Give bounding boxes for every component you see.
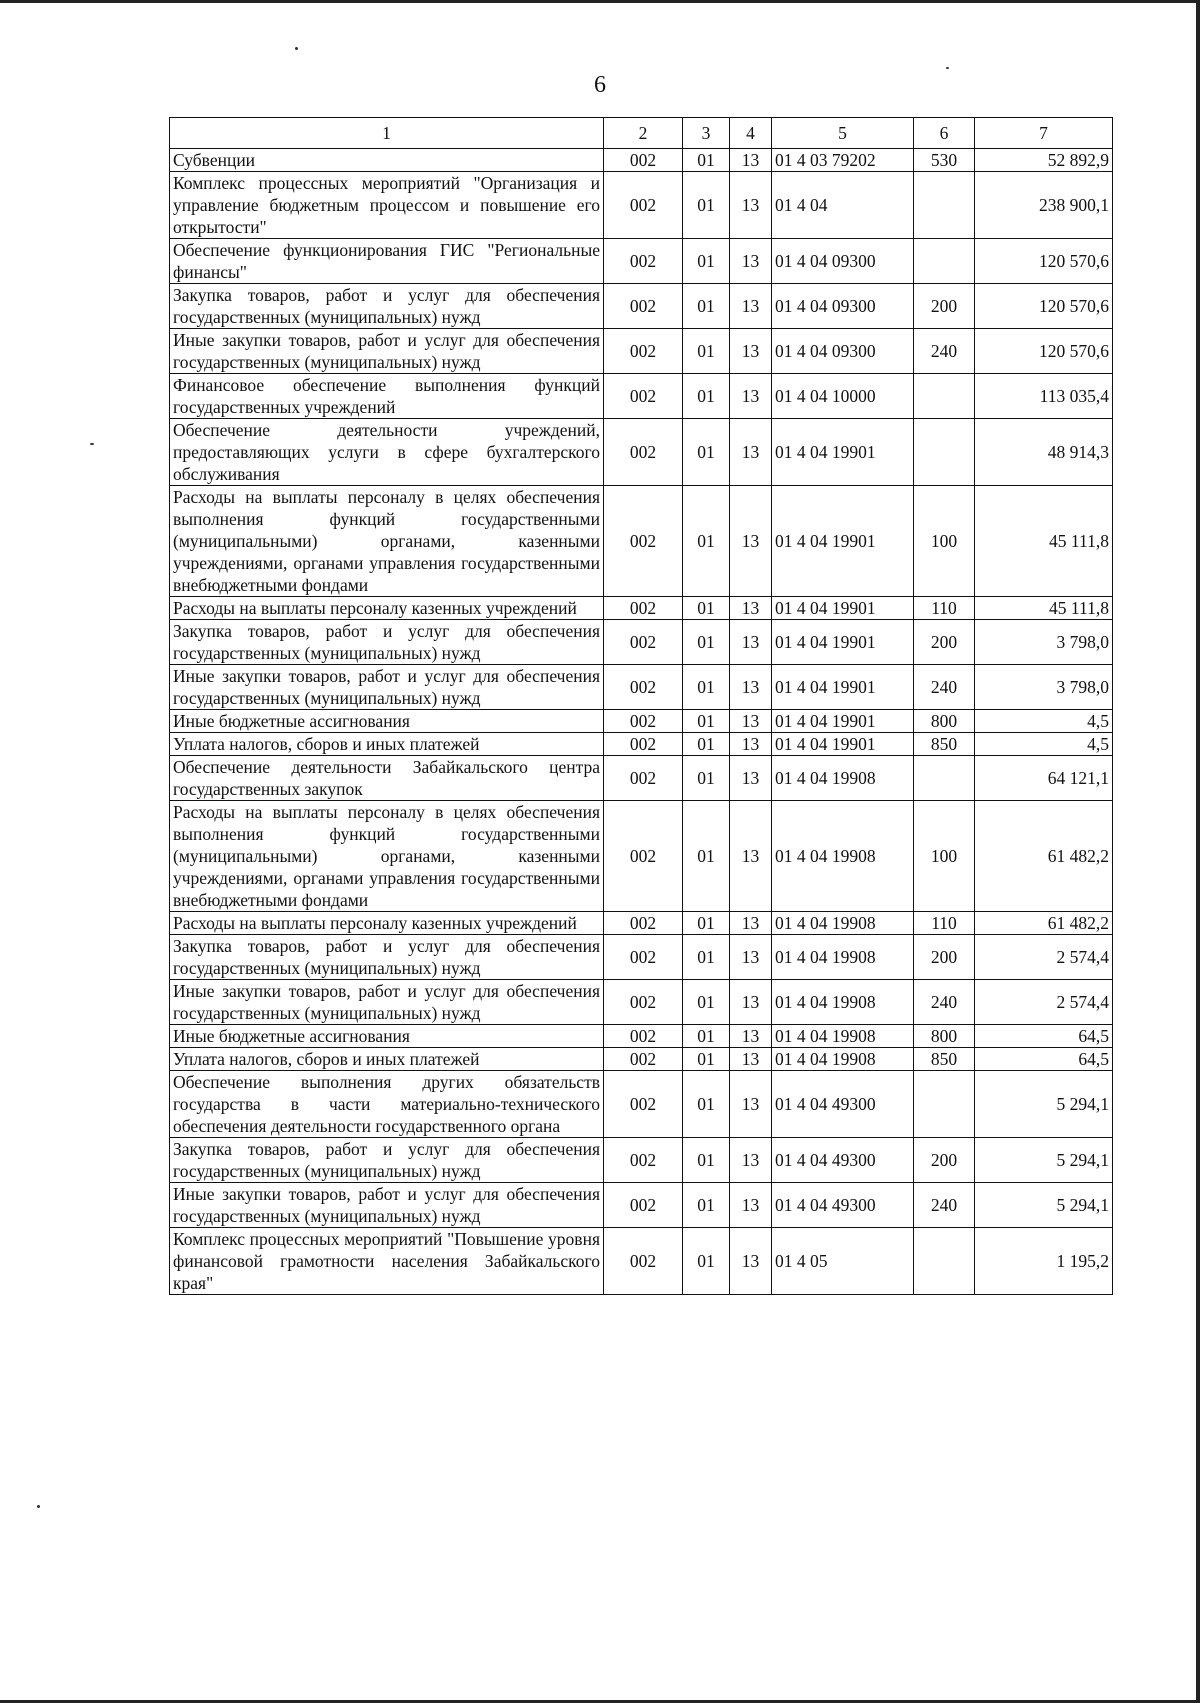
row-code-5-cell: 01 4 04 19908 xyxy=(772,1025,914,1048)
row-amount-cell: 2 574,4 xyxy=(975,980,1113,1025)
row-name-cell: Иные закупки товаров, работ и услуг для обеспечения государственных (муниципальных) нужд xyxy=(170,329,604,374)
row-name-cell: Расходы на выплаты персоналу казенных учреждений xyxy=(170,912,604,935)
row-code-5-cell: 01 4 04 49300 xyxy=(772,1183,914,1228)
row-code-2-cell: 002 xyxy=(604,1228,683,1295)
row-amount-cell: 5 294,1 xyxy=(975,1138,1113,1183)
row-name-cell: Иные закупки товаров, работ и услуг для обеспечения государственных (муниципальных) нужд xyxy=(170,1183,604,1228)
row-code-2-cell: 002 xyxy=(604,374,683,419)
row-code-2-cell: 002 xyxy=(604,284,683,329)
row-code-4-cell: 13 xyxy=(730,620,772,665)
row-code-4-cell: 13 xyxy=(730,284,772,329)
row-code-6-cell xyxy=(914,172,975,239)
table-row xyxy=(170,1228,1113,1295)
row-code-4-cell: 13 xyxy=(730,801,772,912)
row-amount-cell: 120 570,6 xyxy=(975,239,1113,284)
table-row xyxy=(170,1071,1113,1138)
table-row xyxy=(170,756,1113,801)
row-code-3-cell: 01 xyxy=(683,374,730,419)
row-name-cell: Обеспечение деятельности Забайкальского центра государственных закупок xyxy=(170,756,604,801)
row-code-2-cell: 002 xyxy=(604,1138,683,1183)
row-amount-cell: 64,5 xyxy=(975,1048,1113,1071)
row-code-6-cell: 240 xyxy=(914,1183,975,1228)
row-code-4-cell: 13 xyxy=(730,912,772,935)
row-amount-cell: 64,5 xyxy=(975,1025,1113,1048)
row-amount-cell: 61 482,2 xyxy=(975,801,1113,912)
table-row xyxy=(170,329,1113,374)
row-code-4-cell: 13 xyxy=(730,935,772,980)
row-code-5-cell: 01 4 04 19908 xyxy=(772,912,914,935)
row-code-4-cell: 13 xyxy=(730,1228,772,1295)
row-code-4-cell: 13 xyxy=(730,329,772,374)
row-code-3-cell: 01 xyxy=(683,912,730,935)
row-code-5-cell: 01 4 04 19901 xyxy=(772,620,914,665)
row-code-3-cell: 01 xyxy=(683,756,730,801)
row-code-3-cell: 01 xyxy=(683,284,730,329)
row-name-cell: Расходы на выплаты персоналу казенных учреждений xyxy=(170,597,604,620)
table-row xyxy=(170,419,1113,486)
table-row xyxy=(170,620,1113,665)
row-amount-cell: 3 798,0 xyxy=(975,620,1113,665)
row-code-2-cell: 002 xyxy=(604,710,683,733)
row-name-cell: Обеспечение деятельности учреждений, предоставляющих услуги в сфере бухгалтерского обслуживания xyxy=(170,419,604,486)
row-code-6-cell: 850 xyxy=(914,1048,975,1071)
row-code-4-cell: 13 xyxy=(730,597,772,620)
row-name-cell: Закупка товаров, работ и услуг для обеспечения государственных (муниципальных) нужд xyxy=(170,1138,604,1183)
row-code-2-cell: 002 xyxy=(604,733,683,756)
row-code-3-cell: 01 xyxy=(683,329,730,374)
row-code-2-cell: 002 xyxy=(604,419,683,486)
row-code-6-cell: 240 xyxy=(914,329,975,374)
row-code-3-cell: 01 xyxy=(683,1048,730,1071)
row-code-6-cell xyxy=(914,419,975,486)
row-amount-cell: 64 121,1 xyxy=(975,756,1113,801)
row-code-5-cell: 01 4 04 19901 xyxy=(772,665,914,710)
table-row xyxy=(170,239,1113,284)
row-code-6-cell: 100 xyxy=(914,801,975,912)
column-header: 3 xyxy=(683,118,730,149)
table-row xyxy=(170,980,1113,1025)
row-code-2-cell: 002 xyxy=(604,149,683,172)
row-code-6-cell: 200 xyxy=(914,1138,975,1183)
row-amount-cell: 4,5 xyxy=(975,733,1113,756)
row-code-3-cell: 01 xyxy=(683,710,730,733)
row-amount-cell: 120 570,6 xyxy=(975,284,1113,329)
row-name-cell: Закупка товаров, работ и услуг для обеспечения государственных (муниципальных) нужд xyxy=(170,620,604,665)
row-code-2-cell: 002 xyxy=(604,665,683,710)
row-code-6-cell xyxy=(914,1071,975,1138)
row-code-3-cell: 01 xyxy=(683,172,730,239)
table-row xyxy=(170,172,1113,239)
row-code-5-cell: 01 4 04 09300 xyxy=(772,329,914,374)
row-name-cell: Закупка товаров, работ и услуг для обеспечения государственных (муниципальных) нужд xyxy=(170,935,604,980)
column-header: 6 xyxy=(914,118,975,149)
row-code-2-cell: 002 xyxy=(604,756,683,801)
table-row xyxy=(170,486,1113,597)
row-code-6-cell: 240 xyxy=(914,980,975,1025)
row-code-2-cell: 002 xyxy=(604,1071,683,1138)
row-code-6-cell: 800 xyxy=(914,1025,975,1048)
row-name-cell: Расходы на выплаты персоналу в целях обеспечения выполнения функций государственными (муниципальными) органами, казенными учреждениями, органами управления государственными внебюджетными фондами xyxy=(170,486,604,597)
row-code-3-cell: 01 xyxy=(683,1228,730,1295)
table-row xyxy=(170,149,1113,172)
row-code-5-cell: 01 4 04 10000 xyxy=(772,374,914,419)
table-row xyxy=(170,801,1113,912)
row-code-5-cell: 01 4 04 19908 xyxy=(772,1048,914,1071)
table-row xyxy=(170,284,1113,329)
row-code-3-cell: 01 xyxy=(683,733,730,756)
table-row xyxy=(170,1183,1113,1228)
row-code-6-cell xyxy=(914,756,975,801)
column-header: 5 xyxy=(772,118,914,149)
budget-table xyxy=(169,117,1113,1295)
scan-speck xyxy=(295,47,298,50)
row-code-2-cell: 002 xyxy=(604,620,683,665)
row-code-4-cell: 13 xyxy=(730,1071,772,1138)
row-code-5-cell: 01 4 05 xyxy=(772,1228,914,1295)
row-code-5-cell: 01 4 04 49300 xyxy=(772,1071,914,1138)
row-code-2-cell: 002 xyxy=(604,597,683,620)
row-code-4-cell: 13 xyxy=(730,1048,772,1071)
row-code-2-cell: 002 xyxy=(604,1183,683,1228)
scan-border-right xyxy=(1196,0,1200,1703)
scan-speck xyxy=(90,443,94,445)
column-header: 1 xyxy=(170,118,604,149)
row-code-3-cell: 01 xyxy=(683,935,730,980)
row-amount-cell: 4,5 xyxy=(975,710,1113,733)
row-name-cell: Иные закупки товаров, работ и услуг для обеспечения государственных (муниципальных) нужд xyxy=(170,665,604,710)
row-code-6-cell: 110 xyxy=(914,912,975,935)
row-code-4-cell: 13 xyxy=(730,710,772,733)
table-header-row xyxy=(170,118,1113,149)
row-code-3-cell: 01 xyxy=(683,665,730,710)
row-name-cell: Комплекс процессных мероприятий "Повышение уровня финансовой грамотности населения Забайкальского края" xyxy=(170,1228,604,1295)
row-code-4-cell: 13 xyxy=(730,1025,772,1048)
row-code-4-cell: 13 xyxy=(730,1183,772,1228)
row-code-6-cell: 240 xyxy=(914,665,975,710)
row-amount-cell: 2 574,4 xyxy=(975,935,1113,980)
row-code-6-cell: 100 xyxy=(914,486,975,597)
row-name-cell: Обеспечение функционирования ГИС "Региональные финансы" xyxy=(170,239,604,284)
table-row xyxy=(170,1048,1113,1071)
row-amount-cell: 45 111,8 xyxy=(975,597,1113,620)
row-code-3-cell: 01 xyxy=(683,1025,730,1048)
table-row xyxy=(170,597,1113,620)
row-amount-cell: 3 798,0 xyxy=(975,665,1113,710)
row-code-5-cell: 01 4 04 19908 xyxy=(772,756,914,801)
row-code-4-cell: 13 xyxy=(730,172,772,239)
row-name-cell: Комплекс процессных мероприятий "Организация и управление бюджетным процессом и повышение его открытости" xyxy=(170,172,604,239)
row-code-2-cell: 002 xyxy=(604,486,683,597)
row-code-3-cell: 01 xyxy=(683,597,730,620)
row-code-3-cell: 01 xyxy=(683,1183,730,1228)
row-code-2-cell: 002 xyxy=(604,980,683,1025)
table-row xyxy=(170,912,1113,935)
row-code-6-cell xyxy=(914,374,975,419)
row-code-5-cell: 01 4 04 09300 xyxy=(772,239,914,284)
row-name-cell: Иные бюджетные ассигнования xyxy=(170,710,604,733)
row-code-6-cell: 800 xyxy=(914,710,975,733)
row-code-6-cell: 850 xyxy=(914,733,975,756)
row-amount-cell: 5 294,1 xyxy=(975,1183,1113,1228)
row-amount-cell: 238 900,1 xyxy=(975,172,1113,239)
row-code-5-cell: 01 4 04 19908 xyxy=(772,935,914,980)
row-code-5-cell: 01 4 04 19901 xyxy=(772,419,914,486)
row-code-4-cell: 13 xyxy=(730,239,772,284)
row-code-2-cell: 002 xyxy=(604,172,683,239)
page-number: 6 xyxy=(594,72,606,98)
row-amount-cell: 1 195,2 xyxy=(975,1228,1113,1295)
row-code-4-cell: 13 xyxy=(730,1138,772,1183)
row-code-6-cell: 110 xyxy=(914,597,975,620)
row-code-5-cell: 01 4 03 79202 xyxy=(772,149,914,172)
row-name-cell: Уплата налогов, сборов и иных платежей xyxy=(170,1048,604,1071)
table-row xyxy=(170,710,1113,733)
row-name-cell: Иные закупки товаров, работ и услуг для обеспечения государственных (муниципальных) нужд xyxy=(170,980,604,1025)
row-code-3-cell: 01 xyxy=(683,1071,730,1138)
row-code-3-cell: 01 xyxy=(683,801,730,912)
column-header: 4 xyxy=(730,118,772,149)
row-code-5-cell: 01 4 04 19901 xyxy=(772,486,914,597)
row-amount-cell: 113 035,4 xyxy=(975,374,1113,419)
column-header: 7 xyxy=(975,118,1113,149)
row-code-2-cell: 002 xyxy=(604,935,683,980)
table-row xyxy=(170,1138,1113,1183)
row-code-5-cell: 01 4 04 19901 xyxy=(772,710,914,733)
row-code-3-cell: 01 xyxy=(683,1138,730,1183)
scan-border-top xyxy=(0,0,1200,3)
row-code-3-cell: 01 xyxy=(683,149,730,172)
scan-speck xyxy=(37,1505,40,1508)
row-code-4-cell: 13 xyxy=(730,665,772,710)
row-code-3-cell: 01 xyxy=(683,486,730,597)
row-amount-cell: 61 482,2 xyxy=(975,912,1113,935)
row-name-cell: Расходы на выплаты персоналу в целях обеспечения выполнения функций государственными (муниципальными) органами, казенными учреждениями, органами управления государственными внебюджетными фондами xyxy=(170,801,604,912)
row-code-2-cell: 002 xyxy=(604,912,683,935)
row-code-2-cell: 002 xyxy=(604,1025,683,1048)
row-name-cell: Субвенции xyxy=(170,149,604,172)
table-row xyxy=(170,1025,1113,1048)
row-code-5-cell: 01 4 04 19901 xyxy=(772,733,914,756)
row-code-2-cell: 002 xyxy=(604,1048,683,1071)
row-code-5-cell: 01 4 04 xyxy=(772,172,914,239)
row-amount-cell: 52 892,9 xyxy=(975,149,1113,172)
row-name-cell: Обеспечение выполнения других обязательств государства в части материально-технического обеспечения деятельности государственного органа xyxy=(170,1071,604,1138)
row-code-4-cell: 13 xyxy=(730,149,772,172)
row-code-5-cell: 01 4 04 09300 xyxy=(772,284,914,329)
column-header: 2 xyxy=(604,118,683,149)
row-code-6-cell: 200 xyxy=(914,935,975,980)
row-name-cell: Закупка товаров, работ и услуг для обеспечения государственных (муниципальных) нужд xyxy=(170,284,604,329)
table-row xyxy=(170,935,1113,980)
row-name-cell: Иные бюджетные ассигнования xyxy=(170,1025,604,1048)
row-amount-cell: 120 570,6 xyxy=(975,329,1113,374)
row-code-6-cell: 530 xyxy=(914,149,975,172)
row-code-3-cell: 01 xyxy=(683,419,730,486)
row-code-4-cell: 13 xyxy=(730,419,772,486)
table-row xyxy=(170,733,1113,756)
row-code-6-cell xyxy=(914,1228,975,1295)
row-code-3-cell: 01 xyxy=(683,980,730,1025)
table-row xyxy=(170,665,1113,710)
row-code-4-cell: 13 xyxy=(730,374,772,419)
row-amount-cell: 5 294,1 xyxy=(975,1071,1113,1138)
row-code-5-cell: 01 4 04 49300 xyxy=(772,1138,914,1183)
table-row xyxy=(170,374,1113,419)
row-name-cell: Финансовое обеспечение выполнения функций государственных учреждений xyxy=(170,374,604,419)
row-code-4-cell: 13 xyxy=(730,980,772,1025)
scan-speck xyxy=(946,67,949,69)
row-name-cell: Уплата налогов, сборов и иных платежей xyxy=(170,733,604,756)
row-code-6-cell: 200 xyxy=(914,284,975,329)
row-amount-cell: 48 914,3 xyxy=(975,419,1113,486)
row-code-2-cell: 002 xyxy=(604,801,683,912)
row-code-6-cell xyxy=(914,239,975,284)
row-amount-cell: 45 111,8 xyxy=(975,486,1113,597)
row-code-5-cell: 01 4 04 19901 xyxy=(772,597,914,620)
row-code-5-cell: 01 4 04 19908 xyxy=(772,980,914,1025)
row-code-4-cell: 13 xyxy=(730,733,772,756)
row-code-4-cell: 13 xyxy=(730,486,772,597)
row-code-2-cell: 002 xyxy=(604,239,683,284)
row-code-3-cell: 01 xyxy=(683,620,730,665)
row-code-2-cell: 002 xyxy=(604,329,683,374)
row-code-3-cell: 01 xyxy=(683,239,730,284)
row-code-5-cell: 01 4 04 19908 xyxy=(772,801,914,912)
row-code-4-cell: 13 xyxy=(730,756,772,801)
row-code-6-cell: 200 xyxy=(914,620,975,665)
